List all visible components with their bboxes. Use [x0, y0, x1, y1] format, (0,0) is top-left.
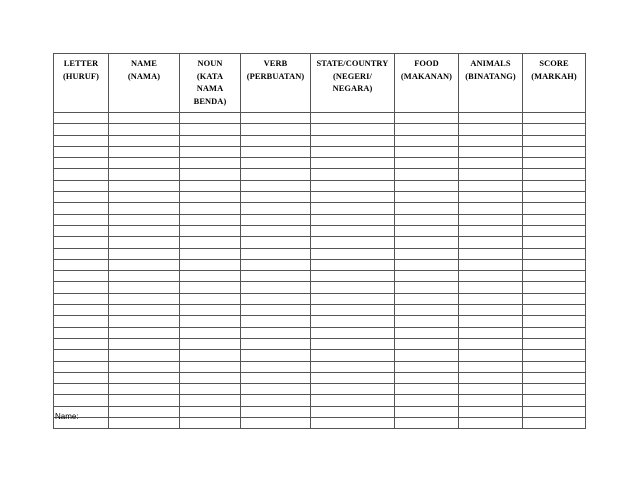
table-row — [54, 124, 586, 135]
answer-cell-name[interactable] — [109, 395, 180, 406]
table-row — [54, 248, 586, 259]
table-row — [54, 169, 586, 180]
answer-cell-letter[interactable] — [54, 248, 109, 259]
answer-cell-score[interactable] — [523, 395, 586, 406]
answer-cell-verb[interactable] — [241, 113, 311, 124]
answer-cell-state[interactable] — [311, 271, 395, 282]
answer-cell-score[interactable] — [523, 146, 586, 157]
table-row — [54, 293, 586, 304]
answer-cell-state[interactable] — [311, 395, 395, 406]
answer-cell-name[interactable] — [109, 203, 180, 214]
answer-cell-state[interactable] — [311, 135, 395, 146]
answer-cell-noun[interactable] — [180, 384, 241, 395]
answer-cell-animals[interactable] — [459, 158, 523, 169]
column-header-name-line: NAME — [131, 59, 157, 68]
answer-cell-letter[interactable] — [54, 169, 109, 180]
table-row — [54, 135, 586, 146]
answer-cell-noun[interactable] — [180, 124, 241, 135]
answer-cell-score[interactable] — [523, 361, 586, 372]
column-header-noun — [180, 54, 241, 113]
answer-cell-name[interactable] — [109, 113, 180, 124]
column-header-verb-line: VERB — [263, 59, 288, 68]
column-header-verb — [241, 54, 311, 113]
answer-cell-score[interactable] — [523, 271, 586, 282]
answer-cell-noun[interactable] — [180, 338, 241, 349]
answer-cell-verb[interactable] — [241, 135, 311, 146]
answer-cell-animals[interactable] — [459, 350, 523, 361]
answer-cell-food[interactable] — [395, 361, 459, 372]
column-header-noun-line: (KATA — [196, 71, 224, 81]
answer-cell-verb[interactable] — [241, 282, 311, 293]
table-row — [54, 192, 586, 203]
answer-cell-food[interactable] — [395, 259, 459, 270]
answer-cell-animals[interactable] — [459, 282, 523, 293]
answer-cell-score[interactable] — [523, 305, 586, 316]
column-header-food-line: (MAKANAN) — [400, 71, 453, 81]
answer-cell-animals[interactable] — [459, 225, 523, 236]
answer-cell-animals[interactable] — [459, 214, 523, 225]
answer-cell-verb[interactable] — [241, 192, 311, 203]
column-header-verb-line: (PERBUATAN) — [246, 71, 305, 81]
answer-cell-score[interactable] — [523, 135, 586, 146]
table-row — [54, 259, 586, 270]
answer-cell-score[interactable] — [523, 293, 586, 304]
table-row — [54, 214, 586, 225]
table-row — [54, 350, 586, 361]
column-header-score-line: (MARKAH) — [531, 71, 577, 81]
answer-cell-animals[interactable] — [459, 271, 523, 282]
answer-cell-noun[interactable] — [180, 113, 241, 124]
answer-cell-noun[interactable] — [180, 361, 241, 372]
answer-cell-letter[interactable] — [54, 214, 109, 225]
answer-cell-state[interactable] — [311, 180, 395, 191]
answer-cell-animals[interactable] — [459, 203, 523, 214]
answer-cell-name[interactable] — [109, 350, 180, 361]
answer-cell-letter[interactable] — [54, 305, 109, 316]
answer-cell-verb[interactable] — [241, 124, 311, 135]
answer-cell-animals[interactable] — [459, 169, 523, 180]
answer-cell-name[interactable] — [109, 124, 180, 135]
answer-cell-state[interactable] — [311, 259, 395, 270]
header-row — [54, 54, 586, 113]
answer-cell-noun[interactable] — [180, 135, 241, 146]
answer-cell-verb[interactable] — [241, 293, 311, 304]
column-header-score-line: SCORE — [539, 59, 569, 68]
answer-cell-animals[interactable] — [459, 418, 523, 429]
answer-cell-noun[interactable] — [180, 395, 241, 406]
answer-cell-score[interactable] — [523, 180, 586, 191]
column-header-name-line: (NAMA) — [127, 71, 161, 81]
answer-cell-name[interactable] — [109, 305, 180, 316]
answer-cell-noun[interactable] — [180, 192, 241, 203]
answer-cell-state[interactable] — [311, 384, 395, 395]
answer-cell-name[interactable] — [109, 418, 180, 429]
answer-cell-name[interactable] — [109, 293, 180, 304]
answer-cell-verb[interactable] — [241, 350, 311, 361]
answer-cell-name[interactable] — [109, 327, 180, 338]
answer-cell-food[interactable] — [395, 350, 459, 361]
answer-cell-score[interactable] — [523, 418, 586, 429]
answer-cell-score[interactable] — [523, 406, 586, 417]
column-header-state-line: NEGARA) — [332, 84, 373, 94]
answer-cell-score[interactable] — [523, 248, 586, 259]
answer-cell-state[interactable] — [311, 418, 395, 429]
answer-cell-food[interactable] — [395, 418, 459, 429]
answer-cell-food[interactable] — [395, 384, 459, 395]
answer-cell-state[interactable] — [311, 237, 395, 248]
answer-cell-noun[interactable] — [180, 214, 241, 225]
answer-cell-food[interactable] — [395, 124, 459, 135]
answer-cell-food[interactable] — [395, 406, 459, 417]
answer-cell-animals[interactable] — [459, 327, 523, 338]
answer-cell-letter[interactable] — [54, 350, 109, 361]
answer-cell-letter[interactable] — [54, 146, 109, 157]
answer-cell-letter[interactable] — [54, 282, 109, 293]
answer-cell-verb[interactable] — [241, 271, 311, 282]
answer-cell-state[interactable] — [311, 225, 395, 236]
column-header-noun-line: NOUN — [197, 59, 223, 68]
answer-cell-letter[interactable] — [54, 271, 109, 282]
table-row — [54, 282, 586, 293]
answer-cell-name[interactable] — [109, 237, 180, 248]
answer-cell-name[interactable] — [109, 225, 180, 236]
answer-cell-food[interactable] — [395, 203, 459, 214]
name-label: Name: — [55, 412, 79, 421]
column-header-state — [311, 54, 395, 113]
table-row — [54, 395, 586, 406]
answer-cell-food[interactable] — [395, 225, 459, 236]
answer-cell-state[interactable] — [311, 146, 395, 157]
answer-cell-food[interactable] — [395, 237, 459, 248]
answer-cell-verb[interactable] — [241, 372, 311, 383]
answer-cell-food[interactable] — [395, 305, 459, 316]
grid-body — [54, 113, 586, 429]
answer-cell-noun[interactable] — [180, 169, 241, 180]
answer-cell-food[interactable] — [395, 169, 459, 180]
answer-cell-animals[interactable] — [459, 113, 523, 124]
answer-cell-state[interactable] — [311, 361, 395, 372]
answer-cell-verb[interactable] — [241, 395, 311, 406]
answer-cell-state[interactable] — [311, 203, 395, 214]
answer-cell-noun[interactable] — [180, 350, 241, 361]
table-row — [54, 418, 586, 429]
column-header-score — [523, 54, 586, 113]
answer-cell-letter[interactable] — [54, 135, 109, 146]
answer-cell-animals[interactable] — [459, 384, 523, 395]
column-header-animals — [459, 54, 523, 113]
table-row — [54, 372, 586, 383]
column-header-food-line: FOOD — [414, 59, 439, 68]
answer-cell-score[interactable] — [523, 316, 586, 327]
answer-cell-name[interactable] — [109, 169, 180, 180]
table-row — [54, 113, 586, 124]
answer-cell-animals[interactable] — [459, 406, 523, 417]
answer-cell-food[interactable] — [395, 180, 459, 191]
answer-cell-verb[interactable] — [241, 327, 311, 338]
answer-cell-score[interactable] — [523, 282, 586, 293]
table-row — [54, 271, 586, 282]
answer-cell-verb[interactable] — [241, 214, 311, 225]
answer-cell-state[interactable] — [311, 214, 395, 225]
answer-cell-noun[interactable] — [180, 248, 241, 259]
table-row — [54, 327, 586, 338]
column-header-animals-line: (BINATANG) — [465, 71, 516, 81]
answer-cell-state[interactable] — [311, 327, 395, 338]
answer-cell-score[interactable] — [523, 384, 586, 395]
answer-cell-animals[interactable] — [459, 248, 523, 259]
answer-cell-noun[interactable] — [180, 180, 241, 191]
answer-cell-food[interactable] — [395, 372, 459, 383]
answer-cell-state[interactable] — [311, 192, 395, 203]
answer-cell-noun[interactable] — [180, 203, 241, 214]
answer-cell-score[interactable] — [523, 113, 586, 124]
answer-cell-verb[interactable] — [241, 259, 311, 270]
answer-cell-state[interactable] — [311, 113, 395, 124]
answer-cell-name[interactable] — [109, 372, 180, 383]
answer-cell-animals[interactable] — [459, 180, 523, 191]
answer-cell-verb[interactable] — [241, 418, 311, 429]
table-row — [54, 146, 586, 157]
answer-cell-state[interactable] — [311, 406, 395, 417]
answer-cell-name[interactable] — [109, 158, 180, 169]
answer-cell-state[interactable] — [311, 282, 395, 293]
answer-cell-name[interactable] — [109, 384, 180, 395]
answer-cell-noun[interactable] — [180, 271, 241, 282]
answer-cell-score[interactable] — [523, 158, 586, 169]
answer-cell-name[interactable] — [109, 135, 180, 146]
answer-cell-letter[interactable] — [54, 180, 109, 191]
answer-cell-letter[interactable] — [54, 361, 109, 372]
answer-cell-verb[interactable] — [241, 158, 311, 169]
answer-cell-state[interactable] — [311, 305, 395, 316]
answer-cell-verb[interactable] — [241, 225, 311, 236]
answer-cell-name[interactable] — [109, 146, 180, 157]
answer-cell-verb[interactable] — [241, 316, 311, 327]
answer-cell-noun[interactable] — [180, 146, 241, 157]
answer-cell-score[interactable] — [523, 203, 586, 214]
answer-cell-state[interactable] — [311, 124, 395, 135]
answer-cell-letter[interactable] — [54, 225, 109, 236]
answer-cell-score[interactable] — [523, 372, 586, 383]
answer-cell-animals[interactable] — [459, 338, 523, 349]
table-row — [54, 305, 586, 316]
answer-cell-state[interactable] — [311, 372, 395, 383]
answer-cell-animals[interactable] — [459, 135, 523, 146]
answer-cell-name[interactable] — [109, 271, 180, 282]
answer-cell-animals[interactable] — [459, 316, 523, 327]
answer-cell-food[interactable] — [395, 248, 459, 259]
answer-cell-score[interactable] — [523, 214, 586, 225]
answer-cell-score[interactable] — [523, 124, 586, 135]
answer-cell-name[interactable] — [109, 214, 180, 225]
answer-cell-score[interactable] — [523, 169, 586, 180]
answer-cell-verb[interactable] — [241, 169, 311, 180]
column-header-noun-line: BENDA) — [193, 96, 227, 106]
answer-cell-noun[interactable] — [180, 259, 241, 270]
answer-cell-state[interactable] — [311, 316, 395, 327]
answer-cell-verb[interactable] — [241, 237, 311, 248]
answer-cell-name[interactable] — [109, 259, 180, 270]
answer-cell-letter[interactable] — [54, 203, 109, 214]
answer-cell-letter[interactable] — [54, 259, 109, 270]
answer-cell-animals[interactable] — [459, 293, 523, 304]
answer-cell-score[interactable] — [523, 350, 586, 361]
answer-cell-food[interactable] — [395, 192, 459, 203]
worksheet — [53, 53, 585, 429]
column-header-noun-line: NAMA — [196, 84, 224, 94]
table-row — [54, 203, 586, 214]
answer-cell-verb[interactable] — [241, 338, 311, 349]
answer-cell-noun[interactable] — [180, 418, 241, 429]
answer-cell-letter[interactable] — [54, 395, 109, 406]
column-header-letter-line: (HURUF) — [62, 71, 100, 81]
answer-cell-state[interactable] — [311, 338, 395, 349]
table-row — [54, 384, 586, 395]
answer-cell-food[interactable] — [395, 135, 459, 146]
answer-cell-noun[interactable] — [180, 237, 241, 248]
answer-cell-name[interactable] — [109, 406, 180, 417]
answer-cell-verb[interactable] — [241, 180, 311, 191]
column-header-name — [109, 54, 180, 113]
answer-cell-letter[interactable] — [54, 124, 109, 135]
table-row — [54, 338, 586, 349]
answer-cell-food[interactable] — [395, 293, 459, 304]
column-header-animals-line: ANIMALS — [470, 59, 511, 68]
answer-cell-score[interactable] — [523, 225, 586, 236]
answer-cell-letter[interactable] — [54, 293, 109, 304]
answer-cell-verb[interactable] — [241, 361, 311, 372]
answer-cell-state[interactable] — [311, 350, 395, 361]
answer-grid — [53, 53, 586, 429]
table-row — [54, 158, 586, 169]
answer-cell-verb[interactable] — [241, 248, 311, 259]
answer-cell-noun[interactable] — [180, 406, 241, 417]
table-row — [54, 316, 586, 327]
answer-cell-name[interactable] — [109, 338, 180, 349]
table-row — [54, 237, 586, 248]
answer-cell-score[interactable] — [523, 192, 586, 203]
answer-cell-food[interactable] — [395, 316, 459, 327]
answer-cell-name[interactable] — [109, 192, 180, 203]
answer-cell-letter[interactable] — [54, 237, 109, 248]
answer-cell-food[interactable] — [395, 158, 459, 169]
answer-cell-animals[interactable] — [459, 237, 523, 248]
answer-cell-letter[interactable] — [54, 316, 109, 327]
table-row — [54, 406, 586, 417]
answer-cell-animals[interactable] — [459, 361, 523, 372]
answer-cell-animals[interactable] — [459, 395, 523, 406]
answer-cell-name[interactable] — [109, 361, 180, 372]
answer-cell-animals[interactable] — [459, 305, 523, 316]
answer-cell-noun[interactable] — [180, 282, 241, 293]
column-header-state-line: STATE/COUNTRY — [316, 59, 389, 68]
answer-cell-noun[interactable] — [180, 158, 241, 169]
table-row — [54, 361, 586, 372]
answer-cell-letter[interactable] — [54, 192, 109, 203]
answer-cell-name[interactable] — [109, 248, 180, 259]
answer-cell-animals[interactable] — [459, 192, 523, 203]
answer-cell-noun[interactable] — [180, 316, 241, 327]
answer-cell-state[interactable] — [311, 293, 395, 304]
answer-cell-food[interactable] — [395, 282, 459, 293]
answer-cell-food[interactable] — [395, 146, 459, 157]
column-header-letter — [54, 54, 109, 113]
answer-cell-score[interactable] — [523, 237, 586, 248]
answer-cell-food[interactable] — [395, 113, 459, 124]
answer-cell-noun[interactable] — [180, 372, 241, 383]
column-header-state-line: (NEGERI/ — [333, 71, 372, 81]
answer-cell-noun[interactable] — [180, 225, 241, 236]
answer-cell-verb[interactable] — [241, 203, 311, 214]
answer-cell-noun[interactable] — [180, 293, 241, 304]
answer-cell-score[interactable] — [523, 259, 586, 270]
answer-cell-verb[interactable] — [241, 146, 311, 157]
column-header-letter-line: LETTER — [63, 59, 99, 68]
answer-cell-score[interactable] — [523, 338, 586, 349]
answer-cell-food[interactable] — [395, 327, 459, 338]
answer-cell-letter[interactable] — [54, 158, 109, 169]
answer-cell-name[interactable] — [109, 282, 180, 293]
answer-cell-verb[interactable] — [241, 406, 311, 417]
answer-cell-letter[interactable] — [54, 327, 109, 338]
answer-cell-state[interactable] — [311, 169, 395, 180]
answer-cell-state[interactable] — [311, 158, 395, 169]
answer-cell-name[interactable] — [109, 180, 180, 191]
answer-cell-noun[interactable] — [180, 327, 241, 338]
answer-cell-letter[interactable] — [54, 372, 109, 383]
answer-cell-animals[interactable] — [459, 124, 523, 135]
answer-cell-animals[interactable] — [459, 259, 523, 270]
answer-cell-food[interactable] — [395, 271, 459, 282]
column-header-food — [395, 54, 459, 113]
answer-cell-food[interactable] — [395, 395, 459, 406]
answer-cell-food[interactable] — [395, 338, 459, 349]
answer-cell-animals[interactable] — [459, 146, 523, 157]
answer-cell-verb[interactable] — [241, 305, 311, 316]
answer-cell-animals[interactable] — [459, 372, 523, 383]
answer-cell-letter[interactable] — [54, 338, 109, 349]
answer-cell-noun[interactable] — [180, 305, 241, 316]
answer-cell-letter[interactable] — [54, 384, 109, 395]
answer-cell-letter[interactable] — [54, 113, 109, 124]
table-row — [54, 225, 586, 236]
answer-cell-state[interactable] — [311, 248, 395, 259]
table-row — [54, 180, 586, 191]
answer-cell-verb[interactable] — [241, 384, 311, 395]
answer-cell-name[interactable] — [109, 316, 180, 327]
answer-cell-food[interactable] — [395, 214, 459, 225]
answer-cell-score[interactable] — [523, 327, 586, 338]
